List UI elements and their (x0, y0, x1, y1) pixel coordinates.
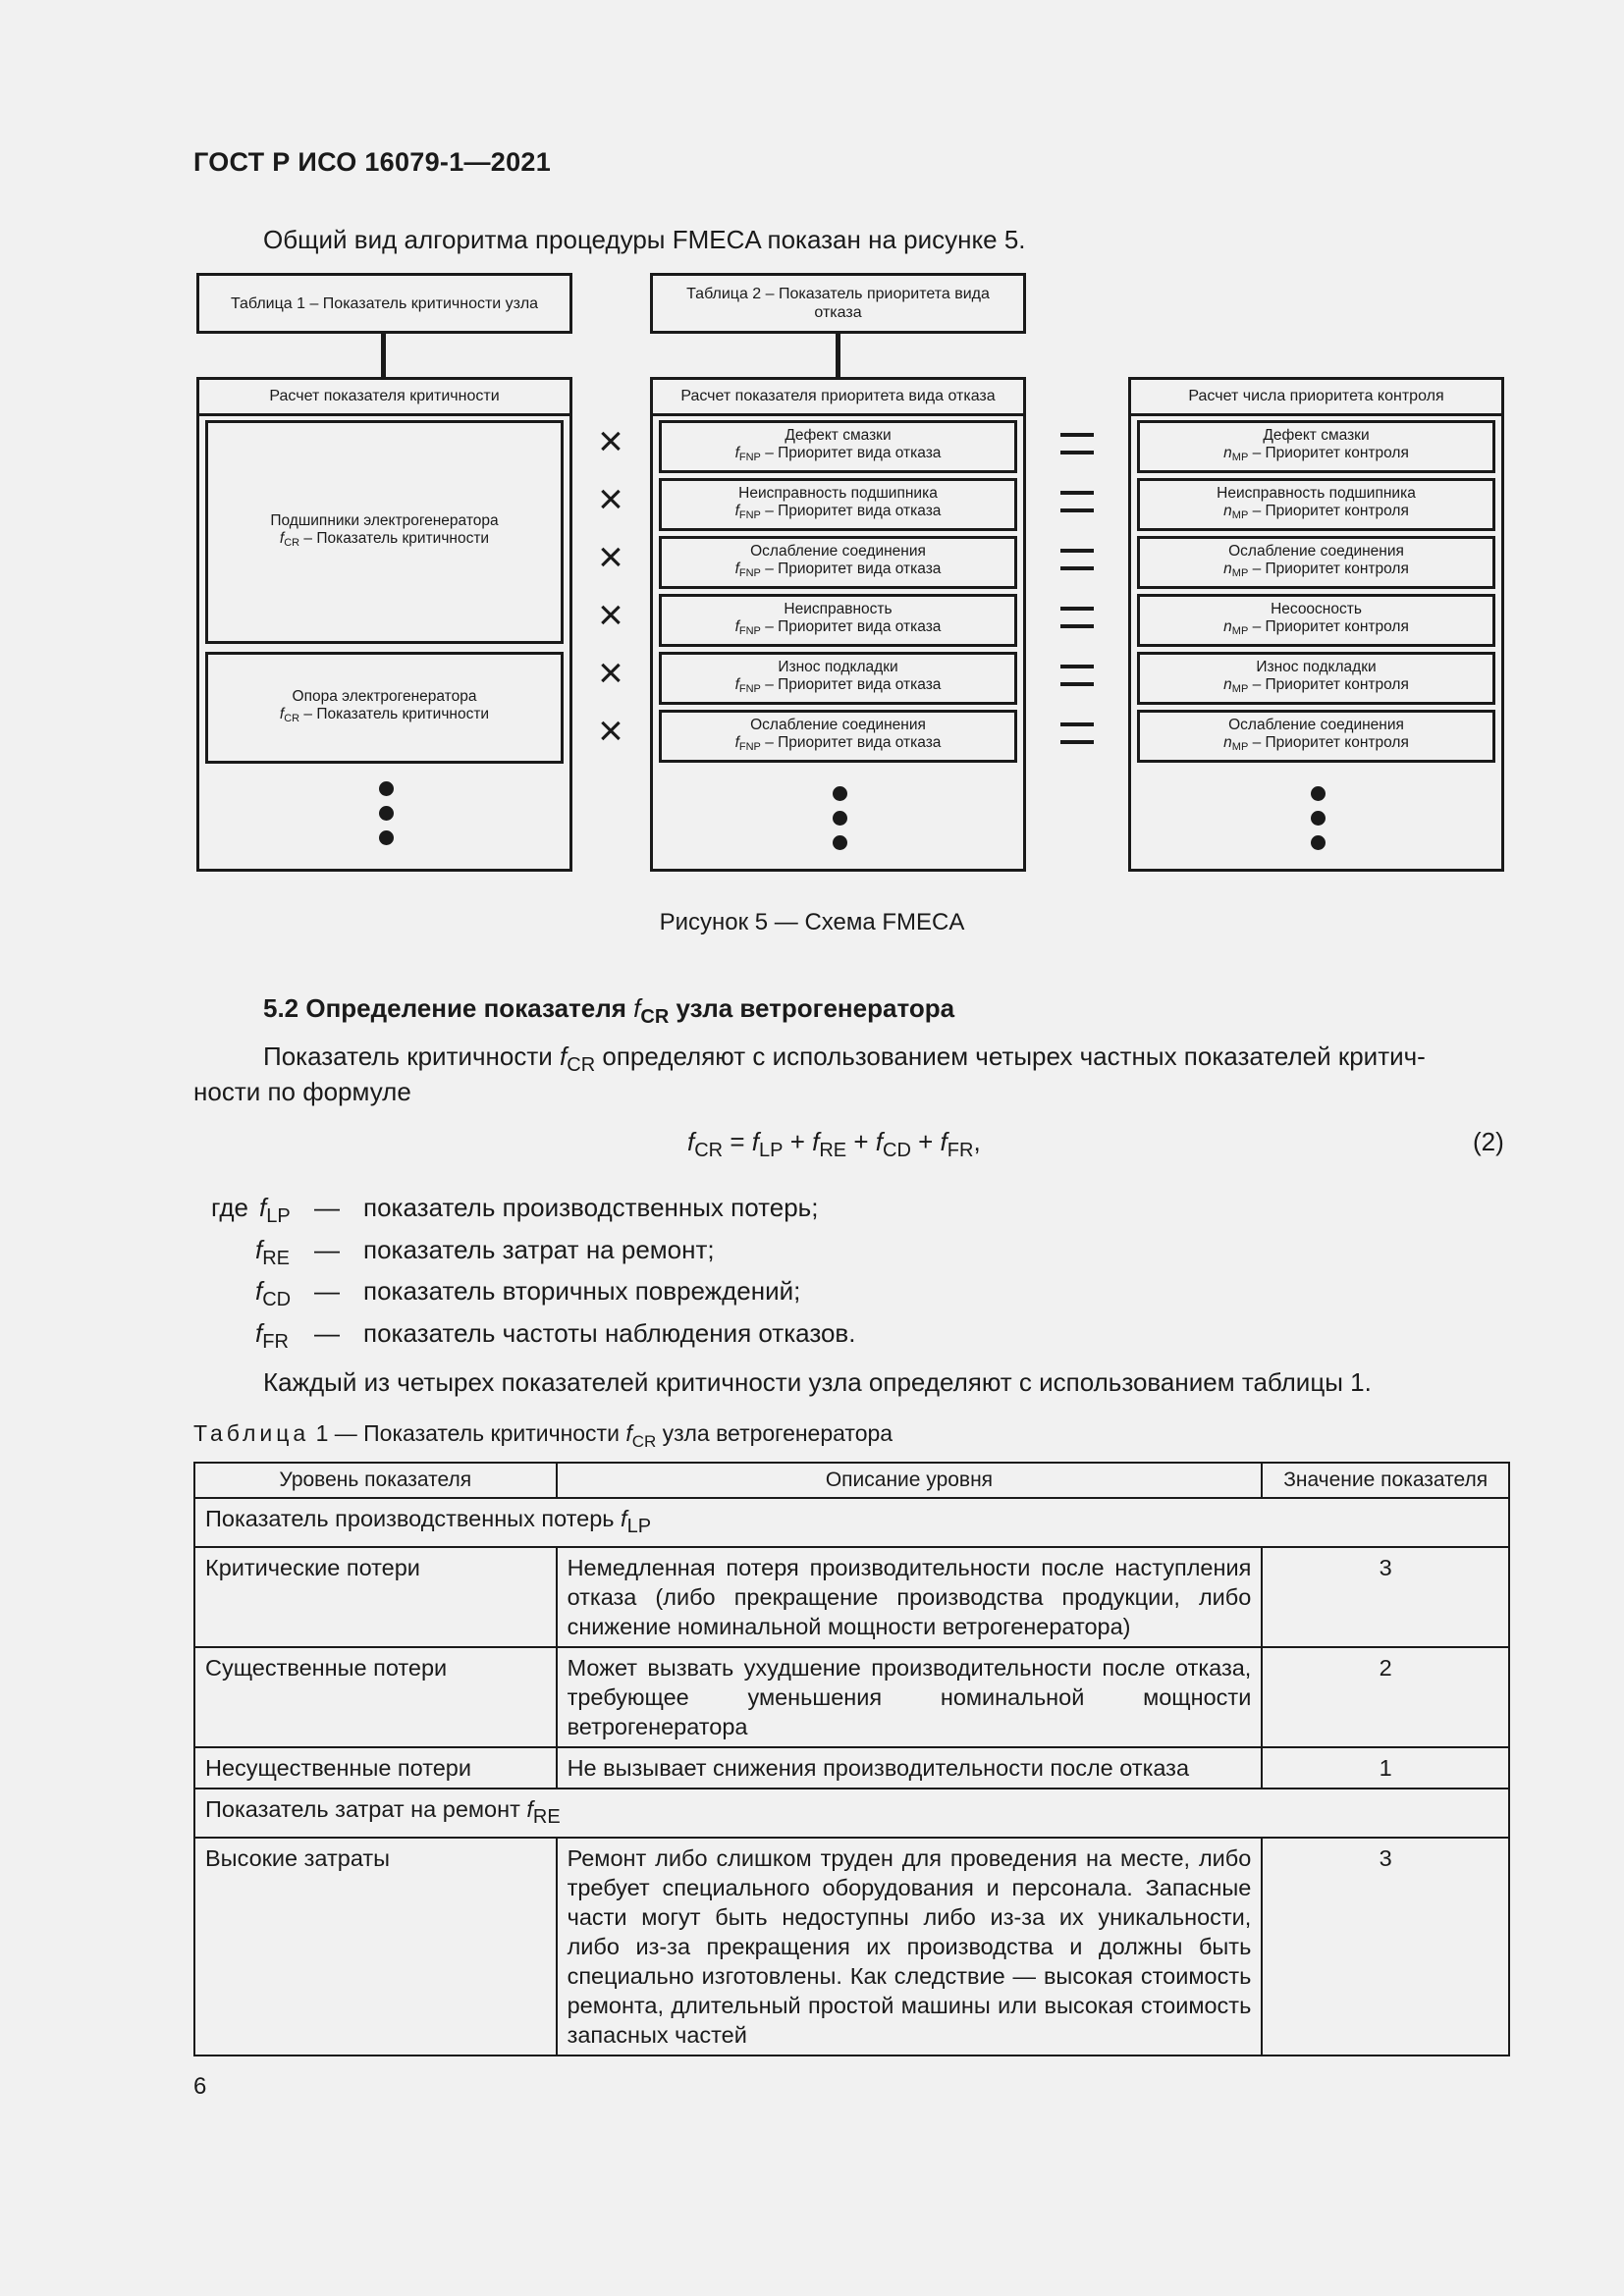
cell-description: Ремонт либо слишком труден для проведения на месте, либо требует специального оборудования и персонала. Запасные части могут быть недоступны либо из-за их уникальности, либо из-за прекращения их производства и должны быть специально изготовлены. Как следствие — высокая стоимость ремонта, длительный простой машины или высокая стоимость запасных частей (557, 1838, 1263, 2056)
paragraph-1-line-2: ности по формуле (193, 1077, 411, 1106)
column-header-value: Значение показателя (1262, 1463, 1509, 1498)
diagram-item-subscript: MP (1231, 625, 1249, 637)
cell-level: Критические потери (194, 1547, 557, 1647)
definition-symbol-subscript: RE (262, 1248, 291, 1269)
para1-pre: Показатель критичности (263, 1041, 561, 1071)
diagram-item-subscript: FNP (738, 567, 761, 579)
criticality-table (193, 1462, 1510, 2056)
definition-symbol (259, 1193, 291, 1228)
diagram-item-name: Опора электрогенератора (292, 688, 477, 705)
diagram-item-name: Несоосность (1271, 601, 1362, 617)
formula-symbol: f (687, 1127, 695, 1156)
ellipsis-dot (833, 835, 847, 850)
diagram-item-symbol: f (279, 706, 285, 722)
formula-subscript: CD (883, 1140, 911, 1161)
equals-sign (1060, 433, 1094, 454)
multiply-sign: × (598, 475, 623, 523)
multiply-sign: × (598, 417, 623, 465)
diagram-item-formula (735, 734, 942, 756)
diagram-item-desc: – Приоритет контроля (1248, 503, 1409, 519)
definition-text: показатель производственных потерь; (363, 1193, 819, 1222)
diagram-item-symbol: f (734, 734, 739, 751)
page-number: 6 (193, 2073, 207, 2100)
group-subscript: RE (532, 1806, 561, 1828)
paragraph-1-line-1 (263, 1039, 1426, 1083)
diagram-item-symbol: n (1223, 676, 1232, 693)
diagram-item-formula (735, 561, 942, 582)
table2-box: Таблица 2 – Показатель приоритета вида отказа (650, 273, 1026, 334)
definition-dash: — (314, 1318, 340, 1348)
equals-sign (1060, 491, 1094, 512)
definition-symbol (255, 1276, 291, 1311)
diagram-item-symbol: f (279, 530, 285, 547)
diagram-item-symbol: f (734, 618, 739, 635)
group-label: Показатель производственных потерь (205, 1506, 622, 1531)
cell-level: Высокие затраты (194, 1838, 557, 2056)
ellipsis-dot (379, 830, 394, 845)
diagram-item-name: Дефект смазки (1263, 427, 1370, 444)
table-row (194, 1647, 1509, 1747)
formula-symbol: f (875, 1127, 884, 1156)
diagram-item (205, 652, 564, 764)
diagram-item (1137, 420, 1495, 473)
definition-symbol-subscript: LP (266, 1205, 291, 1227)
where-word: где (211, 1193, 248, 1222)
connector-mid (836, 334, 840, 377)
section-heading (263, 993, 954, 1029)
multiply-sign: × (598, 707, 623, 755)
cell-value: 3 (1262, 1838, 1509, 2056)
diagram-item-desc: – Показатель критичности (299, 530, 490, 547)
diagram-item-symbol: n (1223, 561, 1232, 577)
diagram-item-subscript: FNP (738, 741, 761, 753)
table-group-cell (194, 1789, 1509, 1838)
diagram-item-name: Подшипники электрогенератора (270, 512, 499, 529)
definition-symbol-letter: f (255, 1318, 263, 1348)
diagram-item (659, 652, 1017, 705)
panel-criticality-title: Расчет показателя критичности (199, 380, 569, 416)
section-symbol: f (633, 993, 641, 1023)
ellipsis-dot (1311, 786, 1326, 801)
diagram-item-desc: – Приоритет контроля (1248, 618, 1409, 635)
formula-subscript: FR (947, 1140, 974, 1161)
definition-text: показатель вторичных повреждений; (363, 1276, 801, 1306)
group-symbol: f (621, 1506, 627, 1531)
table-row (194, 1747, 1509, 1789)
group-symbol: f (526, 1796, 533, 1822)
formula-symbol: f (751, 1127, 759, 1156)
table-row (194, 1547, 1509, 1647)
table-caption-subscript: CR (631, 1432, 657, 1451)
diagram-item (1137, 710, 1495, 763)
diagram-item-name: Износ подкладки (778, 659, 898, 675)
diagram-item-symbol: n (1223, 445, 1232, 461)
diagram-item-formula (1223, 445, 1409, 466)
definition-text: показатель частоты наблюдения отказов. (363, 1318, 856, 1348)
diagram-item-desc: – Приоритет контроля (1248, 445, 1409, 461)
diagram-item-desc: – Приоритет вида отказа (760, 445, 942, 461)
diagram-item-desc: – Приоритет вида отказа (760, 503, 942, 519)
intro-paragraph: Общий вид алгоритма процедуры FMECA показан на рисунке 5. (263, 225, 1026, 254)
diagram-item (659, 594, 1017, 647)
formula-number: (2) (1473, 1127, 1504, 1156)
diagram-item-formula (735, 618, 942, 640)
diagram-item-name: Износ подкладки (1256, 659, 1377, 675)
diagram-item-formula (280, 706, 489, 727)
para1-post: определяют с использованием четырех частных показателей критич- (595, 1041, 1426, 1071)
formula (687, 1127, 981, 1162)
paragraph-2: Каждый из четырех показателей критичности узла определяют с использованием таблицы 1. (263, 1367, 1372, 1397)
column-header-description: Описание уровня (557, 1463, 1263, 1498)
equals-sign (1060, 722, 1094, 744)
cell-value: 3 (1262, 1547, 1509, 1647)
diagram-item-desc: – Приоритет контроля (1248, 676, 1409, 693)
cell-level: Существенные потери (194, 1647, 557, 1747)
definition-text: показатель затрат на ремонт; (363, 1235, 715, 1264)
diagram-item-formula (1223, 561, 1409, 582)
diagram-item-symbol: n (1223, 618, 1232, 635)
diagram-item-symbol: n (1223, 734, 1232, 751)
multiply-sign: × (598, 591, 623, 639)
diagram-item (1137, 594, 1495, 647)
panel-failure-priority (650, 377, 1026, 872)
diagram-item (205, 420, 564, 644)
diagram-item-subscript: MP (1231, 509, 1249, 521)
diagram-item-desc: – Показатель критичности (299, 706, 490, 722)
table-caption-symbol: f (625, 1420, 632, 1446)
formula-subscript: CR (694, 1140, 724, 1161)
diagram-item-symbol: f (734, 676, 739, 693)
definition-dash: — (314, 1235, 340, 1264)
diagram-item-formula (1223, 676, 1409, 698)
cell-description: Немедленная потеря производительности после наступления отказа (либо прекращение производства продукции, либо снижение номинальной мощности ветрогенератора) (557, 1547, 1263, 1647)
diagram-item-formula (1223, 618, 1409, 640)
diagram-item (659, 478, 1017, 531)
diagram-item-desc: – Приоритет вида отказа (760, 734, 942, 751)
table-caption (193, 1420, 893, 1452)
formula-symbol: f (940, 1127, 947, 1156)
diagram-item-desc: – Приоритет контроля (1248, 734, 1409, 751)
section-subscript: CR (640, 1006, 670, 1028)
ellipsis-dot (833, 811, 847, 826)
table-caption-post: узла ветрогенератора (656, 1420, 893, 1446)
diagram-item-subscript: FNP (738, 509, 761, 521)
equals-sign (1060, 549, 1094, 570)
cell-value: 1 (1262, 1747, 1509, 1789)
ellipsis-dot (379, 806, 394, 821)
definition-symbol (255, 1235, 290, 1270)
diagram-item-symbol: f (734, 503, 739, 519)
diagram-item-formula (280, 530, 489, 552)
diagram-item-subscript: FNP (738, 452, 761, 463)
equals-sign (1060, 607, 1094, 628)
document-header: ГОСТ Р ИСО 16079-1—2021 (193, 147, 552, 177)
diagram-item-formula (735, 503, 942, 524)
definition-symbol-letter: f (259, 1193, 267, 1222)
cell-description: Может вызвать ухудшение производительности после отказа, требующее уменьшения номинальной мощности ветрогенератора (557, 1647, 1263, 1747)
diagram-item-subscript: MP (1231, 452, 1249, 463)
diagram-item-name: Ослабление соединения (1228, 717, 1404, 733)
table1-box: Таблица 1 – Показатель критичности узла (196, 273, 572, 334)
panel-criticality (196, 377, 572, 872)
table-group-row (194, 1498, 1509, 1547)
diagram-item-subscript: FNP (738, 683, 761, 695)
table-caption-pre: 1 — Показатель критичности (309, 1420, 626, 1446)
diagram-item-subscript: MP (1231, 683, 1249, 695)
panel-control-priority-title: Расчет числа приоритета контроля (1131, 380, 1501, 416)
diagram-item-symbol: n (1223, 503, 1232, 519)
figure-caption: Рисунок 5 — Схема FMECA (659, 909, 965, 935)
cell-description: Не вызывает снижения производительности после отказа (557, 1747, 1263, 1789)
definition-symbol-subscript: FR (262, 1331, 289, 1353)
definition-symbol-letter: f (255, 1276, 263, 1306)
table-row (194, 1838, 1509, 2056)
column-header-level: Уровень показателя (194, 1463, 557, 1498)
cell-level: Несущественные потери (194, 1747, 557, 1789)
diagram-item-desc: – Приоритет вида отказа (760, 561, 942, 577)
formula-operator: = (723, 1127, 752, 1156)
diagram-item (659, 420, 1017, 473)
table-group-row (194, 1789, 1509, 1838)
formula-subscript: LP (759, 1140, 784, 1161)
table-group-cell (194, 1498, 1509, 1547)
diagram-item-formula (735, 445, 942, 466)
definition-symbol-subscript: CD (262, 1289, 292, 1310)
diagram-item-name: Неисправность (784, 601, 893, 617)
diagram-item (659, 710, 1017, 763)
diagram-item-symbol: f (734, 561, 739, 577)
section-heading-post: узла ветрогенератора (669, 993, 955, 1023)
diagram-item (659, 536, 1017, 589)
diagram-item-name: Дефект смазки (785, 427, 892, 444)
diagram-item-formula (735, 676, 942, 698)
group-subscript: LP (626, 1516, 652, 1537)
diagram-item-symbol: f (734, 445, 739, 461)
equals-sign (1060, 665, 1094, 686)
formula-symbol: f (812, 1127, 820, 1156)
panel-failure-priority-title: Расчет показателя приоритета вида отказа (653, 380, 1023, 416)
diagram-item-name: Ослабление соединения (750, 543, 926, 560)
diagram-item (1137, 478, 1495, 531)
table-caption-word: Таблица (193, 1420, 310, 1446)
panel-control-priority (1128, 377, 1504, 872)
formula-operator: + (846, 1127, 876, 1156)
formula-subscript: RE (819, 1140, 847, 1161)
diagram-item-name: Неисправность подшипника (1217, 485, 1416, 502)
ellipsis-dot (1311, 835, 1326, 850)
definition-dash: — (314, 1276, 340, 1306)
diagram-item-name: Ослабление соединения (750, 717, 926, 733)
diagram-item (1137, 652, 1495, 705)
section-heading-pre: 5.2 Определение показателя (263, 993, 634, 1023)
formula-operator: + (783, 1127, 813, 1156)
diagram-item (1137, 536, 1495, 589)
formula-operator: + (910, 1127, 941, 1156)
para1-subscript: CR (567, 1054, 596, 1076)
diagram-item-subscript: CR (284, 537, 300, 549)
para1-symbol: f (560, 1041, 568, 1071)
cell-value: 2 (1262, 1647, 1509, 1747)
multiply-sign: × (598, 649, 623, 697)
formula-operator: , (973, 1127, 981, 1156)
multiply-sign: × (598, 533, 623, 581)
diagram-item-subscript: FNP (738, 625, 761, 637)
diagram-item-desc: – Приоритет вида отказа (760, 676, 942, 693)
diagram-item-desc: – Приоритет контроля (1248, 561, 1409, 577)
ellipsis-dot (833, 786, 847, 801)
diagram-item-formula (1223, 734, 1409, 756)
definition-symbol (255, 1318, 289, 1354)
group-label: Показатель затрат на ремонт (205, 1796, 527, 1822)
diagram-item-name: Неисправность подшипника (738, 485, 938, 502)
diagram-item-desc: – Приоритет вида отказа (760, 618, 942, 635)
ellipsis-dot (1311, 811, 1326, 826)
diagram-item-subscript: MP (1231, 567, 1249, 579)
definition-dash: — (314, 1193, 340, 1222)
ellipsis-dot (379, 781, 394, 796)
diagram-item-subscript: CR (284, 713, 300, 724)
diagram-item-name: Ослабление соединения (1228, 543, 1404, 560)
definition-symbol-letter: f (255, 1235, 263, 1264)
connector-left (381, 334, 386, 377)
diagram-item-subscript: MP (1231, 741, 1249, 753)
diagram-item-formula (1223, 503, 1409, 524)
